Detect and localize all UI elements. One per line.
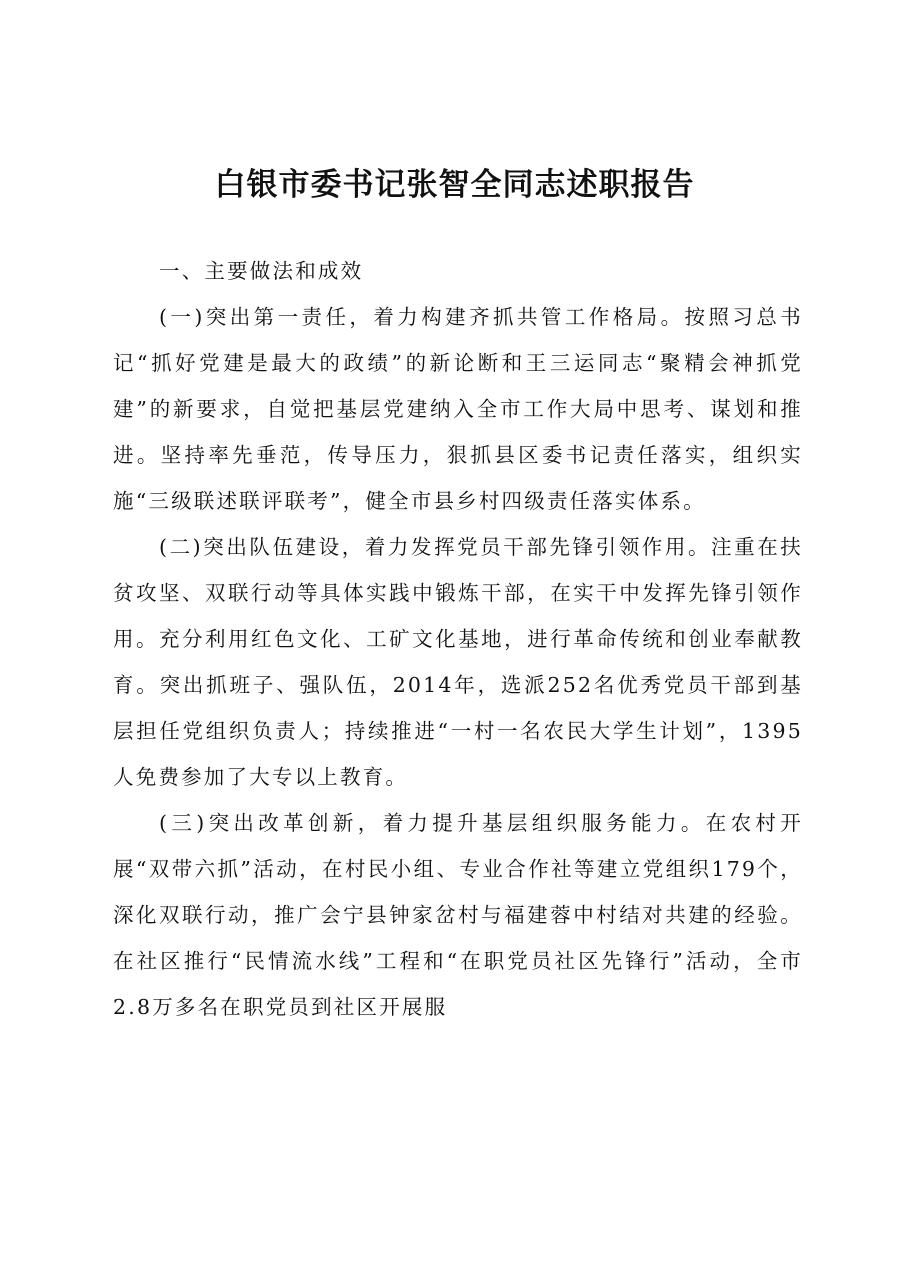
document-title: 白银市委书记张智全同志述职报告 xyxy=(214,167,695,203)
paragraph-3: (三)突出改革创新，着力提升基层组织服务能力。在农村开展“双带六抓”活动，在村民小组、专业合作社等建立党组织179个，深化双联行动，推广会宁县钟家岔村与福建蓉中村结对共建的经验。在社区推行“民情流水线”工程和“在职党员社区先锋行”活动，全市2.8万多名在职党员到社区开展服 xyxy=(113,811,803,1019)
paragraph-1: (一)突出第一责任，着力构建齐抓共管工作格局。按照习总书记“抓好党建是最大的政绩”的新论断和王三运同志“聚精会神抓党建”的新要求，自觉把基层党建纳入全市工作大局中思考、谋划和推进。坚持率先垂范，传导压力，狠抓县区委书记责任落实，组织实施“三级联述联评联考”，健全市县乡村四级责任落实体系。 xyxy=(113,305,803,513)
section-heading: 一、主要做法和成效 xyxy=(159,259,364,283)
document-body xyxy=(113,248,803,1030)
paragraph-2: (二)突出队伍建设，着力发挥党员干部先锋引领作用。注重在扶贫攻坚、双联行动等具体实践中锻炼干部，在实干中发挥先锋引领作用。充分利用红色文化、工矿文化基地，进行革命传统和创业奉献教育。突出抓班子、强队伍，2014年，选派252名优秀党员干部到基层担任党组织负责人；持续推进“一村一名农民大学生计划”，1395人免费参加了大专以上教育。 xyxy=(113,535,803,789)
